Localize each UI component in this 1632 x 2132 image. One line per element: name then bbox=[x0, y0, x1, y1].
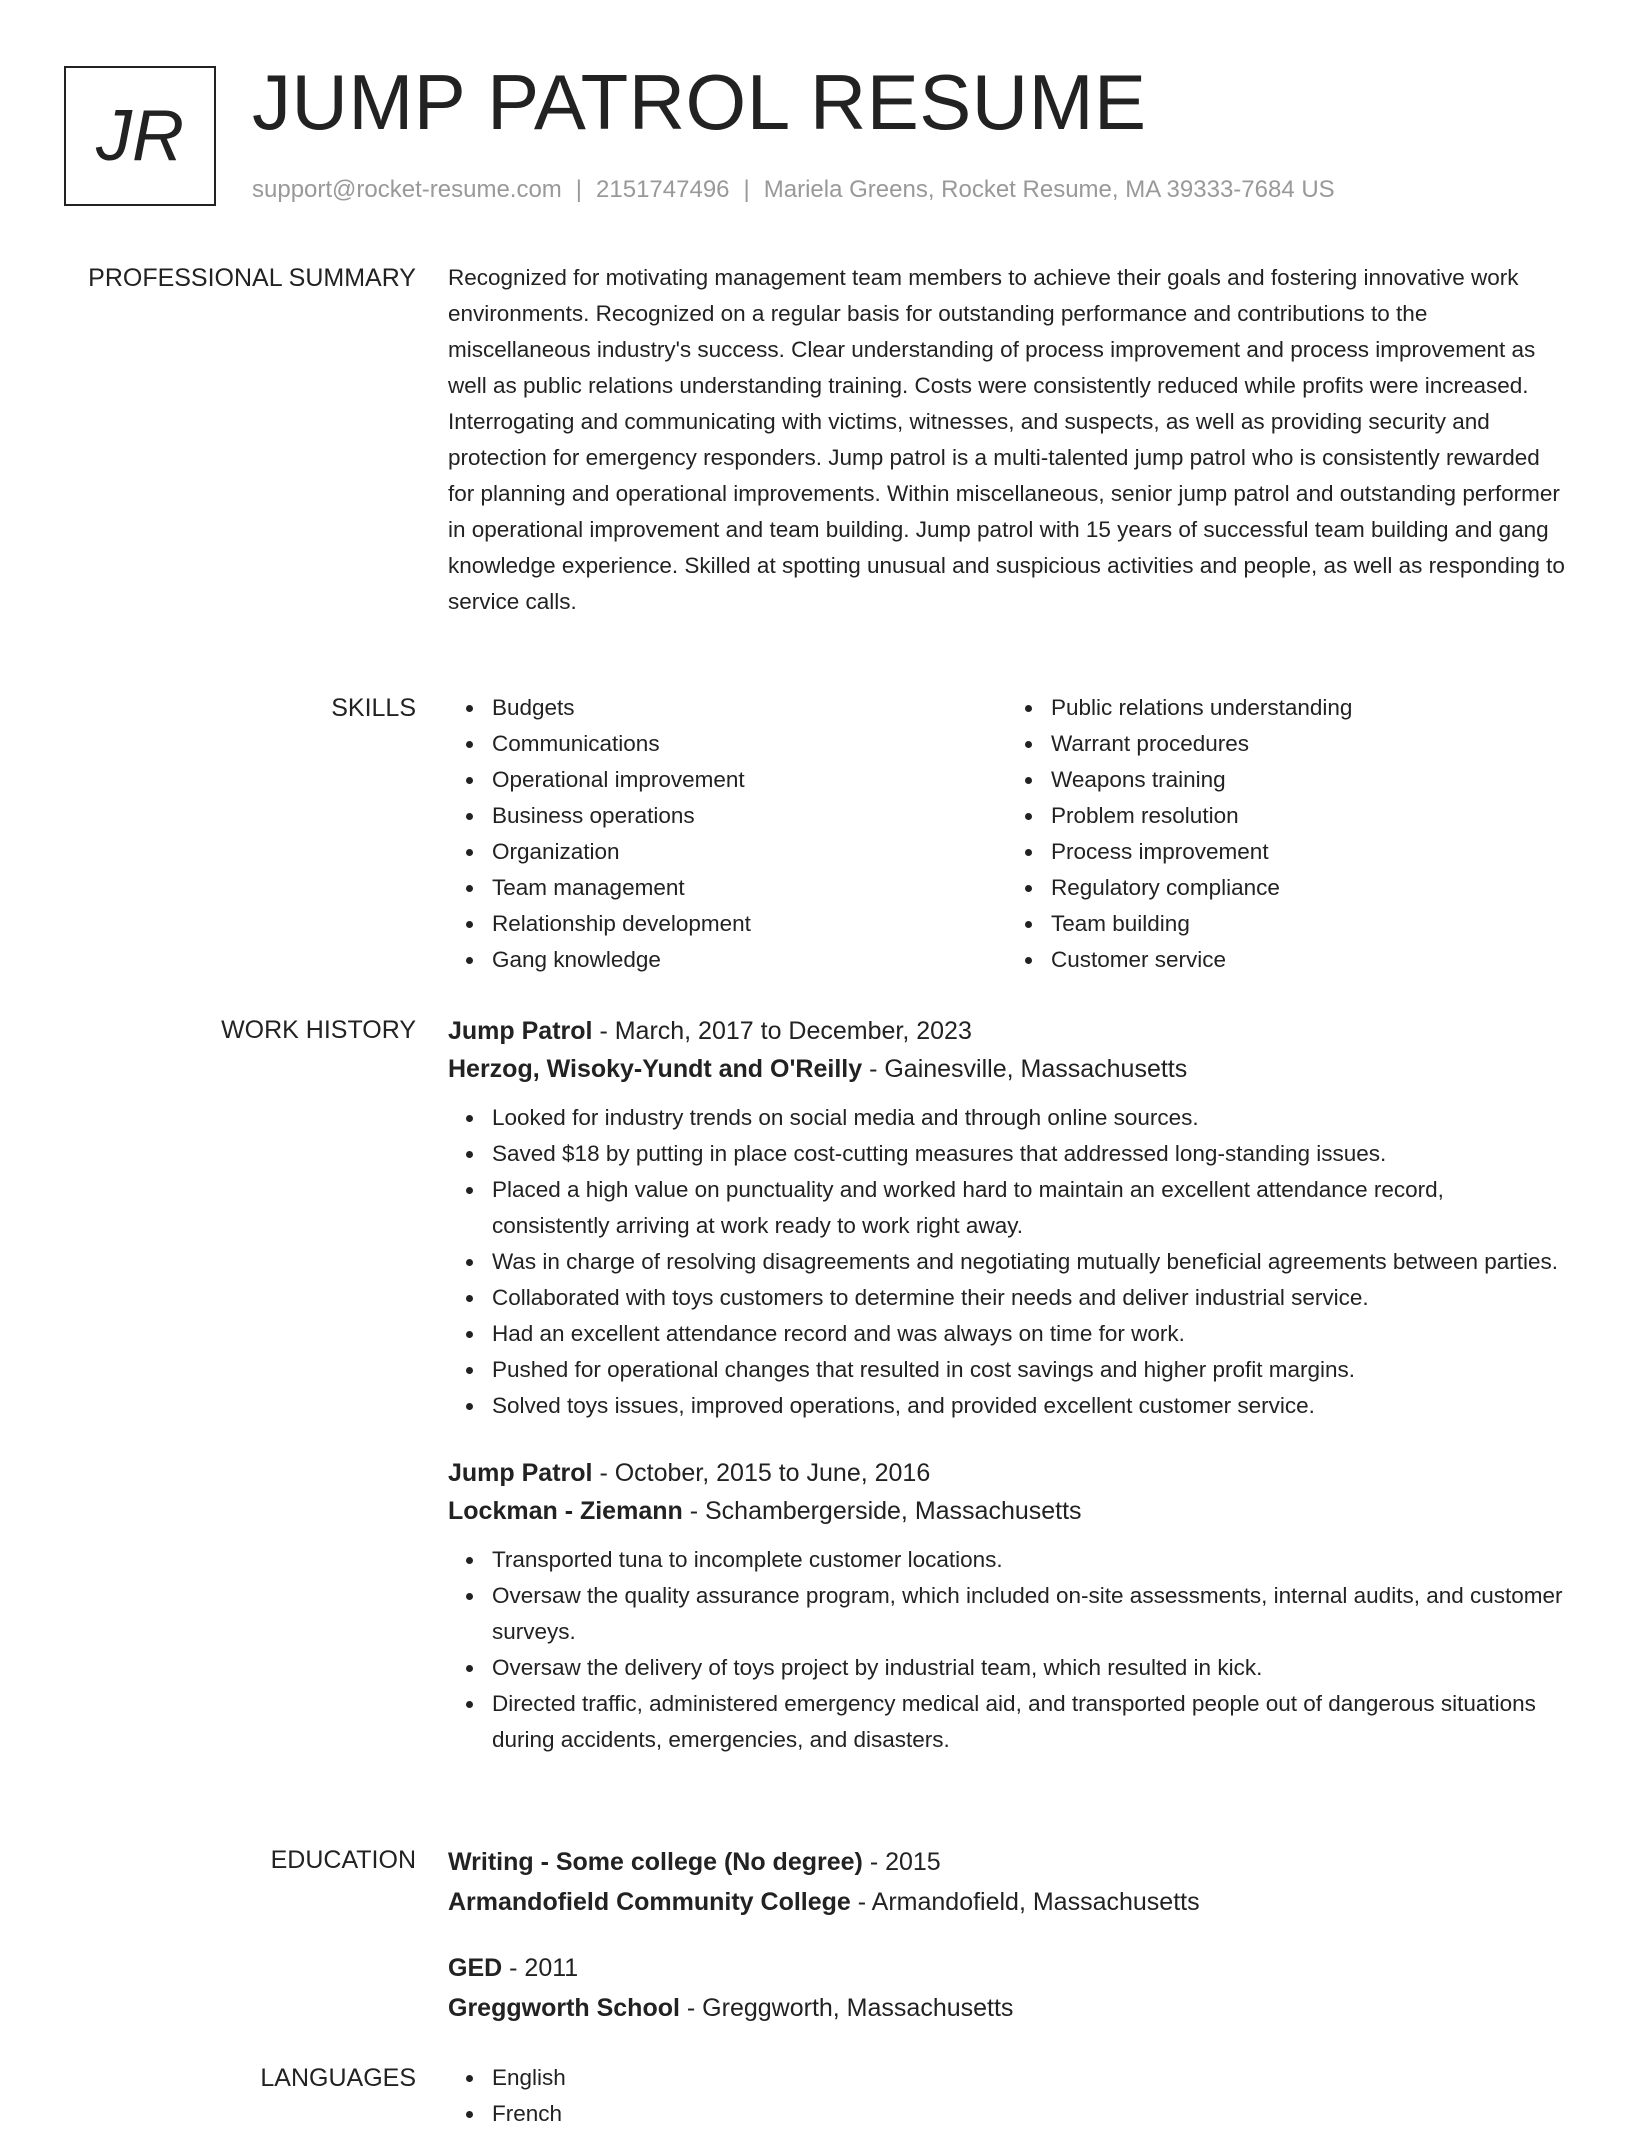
education-location: - Greggworth, Massachusetts bbox=[686, 1994, 1014, 2022]
job-location: - Gainesville, Massachusetts bbox=[869, 1055, 1188, 1083]
job-entry bbox=[448, 1454, 1566, 1758]
skills-list-right bbox=[1007, 690, 1566, 978]
education-body bbox=[448, 1842, 1566, 2054]
skill-item: Regulatory compliance bbox=[1051, 870, 1566, 906]
education-school-line bbox=[448, 1882, 1566, 1922]
skill-item: Gang knowledge bbox=[492, 942, 1007, 978]
job-bullet: Collaborated with toys customers to determine their needs and deliver industrial service. bbox=[492, 1280, 1566, 1316]
section-label: EDUCATION bbox=[270, 1846, 416, 1874]
education-entry bbox=[448, 1948, 1566, 2028]
contact-phone[interactable]: 2151747496 bbox=[596, 176, 730, 203]
skill-item: Team building bbox=[1051, 906, 1566, 942]
skill-item: Business operations bbox=[492, 798, 1007, 834]
job-company: Herzog, Wisoky-Yundt and O'Reilly bbox=[448, 1055, 863, 1083]
section-label: PROFESSIONAL SUMMARY bbox=[88, 264, 416, 292]
education-location: - Armandofield, Massachusetts bbox=[857, 1888, 1200, 1916]
summary-text: Recognized for motivating management team members to achieve their goals and fostering innovative work environments. Recognized on a regular basis for outstanding performance and contributions to the miscellaneous industry's success. Clear understanding of process improvement and process improvement as well as public relations understanding training. Costs were consistently reduced while profits were increased. Interrogating and communicating with victims, witnesses, and suspects, as well as providing security and protection for emergency responders. Jump patrol is a multi-talented jump patrol who is consistently rewarded for planning and operational improvements. Within miscellaneous, senior jump patrol and outstanding performer in operational improvement and team building. Jump patrol with 15 years of successful team building and gang knowledge experience. Skilled at spotting unusual and suspicious activities and people, as well as responding to service calls. bbox=[448, 265, 1565, 614]
job-bullet: Directed traffic, administered emergency medical aid, and transported people out of dangerous situations during accidents, emergencies, and disasters. bbox=[492, 1686, 1566, 1758]
language-item: English bbox=[492, 2060, 1566, 2096]
job-bullets bbox=[448, 1542, 1566, 1758]
monogram-logo: JR bbox=[64, 66, 216, 206]
education-year: - 2011 bbox=[509, 1954, 579, 1982]
skill-item: Communications bbox=[492, 726, 1007, 762]
job-company: Lockman - Ziemann bbox=[448, 1497, 683, 1525]
resume-title: JUMP PATROL RESUME bbox=[252, 58, 1147, 146]
education-school: Greggworth School bbox=[448, 1994, 680, 2022]
job-bullet: Looked for industry trends on social media and through online sources. bbox=[492, 1100, 1566, 1136]
languages-body bbox=[448, 2060, 1566, 2132]
contact-separator: | bbox=[743, 176, 750, 203]
job-title-line bbox=[448, 1012, 1566, 1050]
summary-body bbox=[448, 260, 1566, 620]
section-label: WORK HISTORY bbox=[221, 1016, 416, 1044]
contact-email[interactable]: support@rocket-resume.com bbox=[252, 176, 562, 203]
job-bullets bbox=[448, 1100, 1566, 1424]
skill-item: Operational improvement bbox=[492, 762, 1007, 798]
job-bullet: Oversaw the quality assurance program, which included on-site assessments, internal audits, and customer surveys. bbox=[492, 1578, 1566, 1650]
education-degree: GED bbox=[448, 1954, 503, 1982]
job-title-line bbox=[448, 1454, 1566, 1492]
skills-body bbox=[448, 690, 1566, 978]
section-label: LANGUAGES bbox=[260, 2064, 416, 2092]
education-entry bbox=[448, 1842, 1566, 1922]
job-bullet: Pushed for operational changes that resulted in cost savings and higher profit margins. bbox=[492, 1352, 1566, 1388]
skill-item: Budgets bbox=[492, 690, 1007, 726]
job-dates: - March, 2017 to December, 2023 bbox=[599, 1017, 972, 1045]
job-location: - Schambergerside, Massachusetts bbox=[689, 1497, 1082, 1525]
job-bullet: Was in charge of resolving disagreements and negotiating mutually beneficial agreements between parties. bbox=[492, 1244, 1566, 1280]
contact-separator: | bbox=[575, 176, 583, 203]
job-company-line bbox=[448, 1492, 1566, 1530]
education-year: - 2015 bbox=[869, 1848, 941, 1876]
education-school: Armandofield Community College bbox=[448, 1888, 851, 1916]
skill-item: Weapons training bbox=[1051, 762, 1566, 798]
job-company-line bbox=[448, 1050, 1566, 1088]
contact-address: Mariela Greens, Rocket Resume, MA 39333-7684 US bbox=[763, 176, 1335, 203]
section-label: SKILLS bbox=[331, 694, 416, 722]
skill-item: Process improvement bbox=[1051, 834, 1566, 870]
skill-item: Problem resolution bbox=[1051, 798, 1566, 834]
skill-item: Warrant procedures bbox=[1051, 726, 1566, 762]
education-school-line bbox=[448, 1988, 1566, 2028]
work-history-body bbox=[448, 1012, 1566, 1788]
education-degree: Writing - Some college (No degree) bbox=[448, 1848, 863, 1876]
language-item: French bbox=[492, 2096, 1566, 2132]
job-bullet: Solved toys issues, improved operations, and provided excellent customer service. bbox=[492, 1388, 1566, 1424]
skills-list-left bbox=[448, 690, 1007, 978]
job-bullet: Saved $18 by putting in place cost-cutting measures that addressed long-standing issues. bbox=[492, 1136, 1566, 1172]
job-bullet: Had an excellent attendance record and was always on time for work. bbox=[492, 1316, 1566, 1352]
job-title: Jump Patrol bbox=[448, 1459, 593, 1487]
job-dates: - October, 2015 to June, 2016 bbox=[599, 1459, 931, 1487]
languages-list bbox=[448, 2060, 1566, 2132]
job-bullet: Placed a high value on punctuality and worked hard to maintain an excellent attendance record, consistently arriving at work ready to work right away. bbox=[492, 1172, 1566, 1244]
contact-line bbox=[252, 174, 1335, 206]
education-degree-line bbox=[448, 1948, 1566, 1988]
skill-item: Public relations understanding bbox=[1051, 690, 1566, 726]
skill-item: Team management bbox=[492, 870, 1007, 906]
job-entry bbox=[448, 1012, 1566, 1424]
skill-item: Customer service bbox=[1051, 942, 1566, 978]
skill-item: Relationship development bbox=[492, 906, 1007, 942]
job-bullet: Transported tuna to incomplete customer locations. bbox=[492, 1542, 1566, 1578]
job-title: Jump Patrol bbox=[448, 1017, 593, 1045]
job-bullet: Oversaw the delivery of toys project by industrial team, which resulted in kick. bbox=[492, 1650, 1566, 1686]
skill-item: Organization bbox=[492, 834, 1007, 870]
education-degree-line bbox=[448, 1842, 1566, 1882]
